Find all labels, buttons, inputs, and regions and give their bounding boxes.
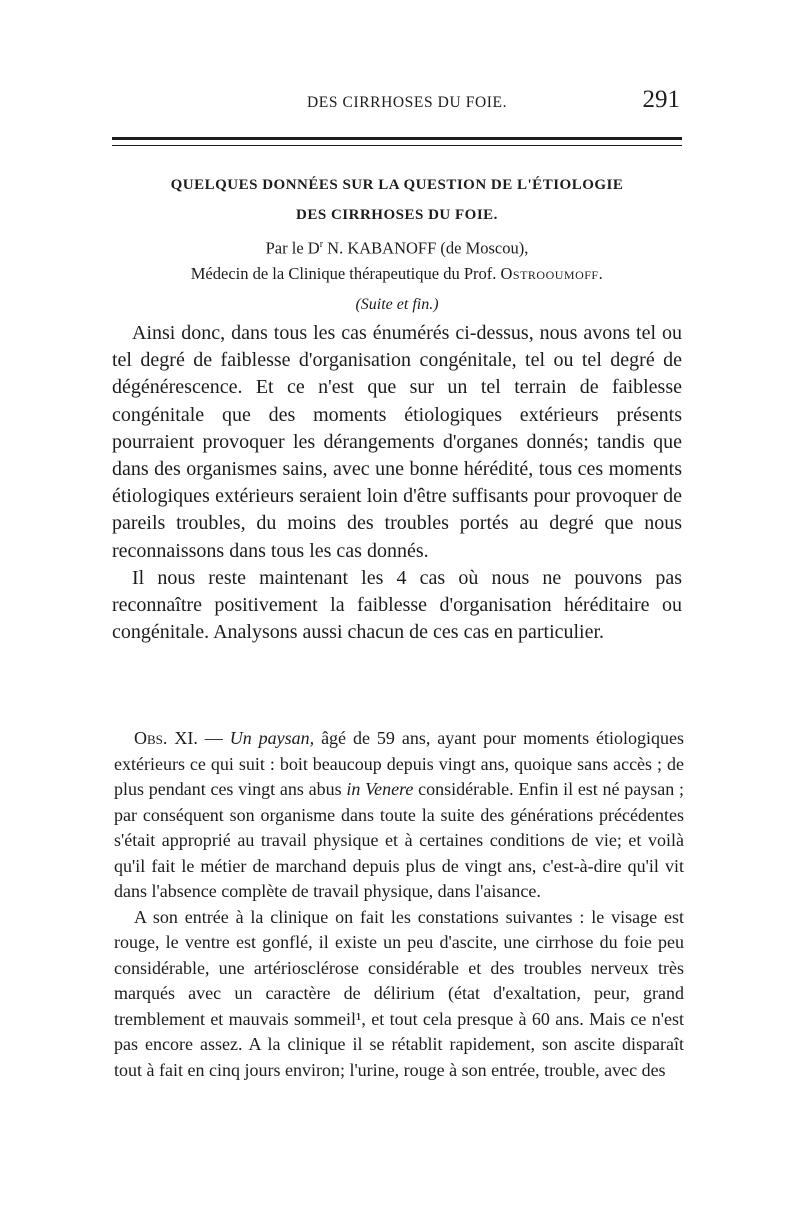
observation-latin: in Venere xyxy=(346,779,414,799)
article-heading xyxy=(112,172,682,317)
observation-dash: — xyxy=(197,728,230,748)
header-rule-thick xyxy=(112,137,682,140)
paragraph-1: Ainsi donc, dans tous les cas énumérés ci-dessus, nous avons tel ou tel degré de faiblesse d'organisation congénitale, tel ou tel degré de dégénérescence. Et ce n'est que sur un tel terrain de faiblesse congénitale que des moments étiologiques extérieurs présents pourraient provoquer les dérangements d'organes donnés; tandis que dans des organismes sains, avec une bonne hérédité, tous ces moments étiologiques extérieurs seraient loin d'être suffisants pour provoquer de pareils troubles, du moins des troubles portés au degré que nous reconnaissons dans tous les cas donnés. xyxy=(112,322,682,562)
byline-author: N. KABANOFF (de Moscou), xyxy=(323,238,529,258)
observation-text xyxy=(114,726,684,1083)
byline-prefix: Par le D xyxy=(265,238,320,258)
observation-label: Obs. XI. xyxy=(134,728,198,748)
running-head xyxy=(112,86,682,124)
observation-subject: Un paysan, xyxy=(229,728,315,748)
article-title-line1: QUELQUES DONNÉES SUR LA QUESTION DE L'ÉTIOLOGIE xyxy=(170,177,624,193)
paragraph-2: Il nous reste maintenant les 4 cas où nous ne pouvons pas reconnaître positivement la faiblesse d'organisation héréditaire ou congénitale. Analysons aussi chacun de ces cas en particulier. xyxy=(112,566,682,644)
observation-paragraph-1 xyxy=(114,726,684,905)
observation-paragraph-2: A son entrée à la clinique on fait les constations suivantes : le visage est rouge, le ventre est gonflé, il existe un peu d'ascite, une cirrhose du foie peu considérable, une artériosclérose considérable et des troubles nerveux très marqués avec un caractère de délirium (état d'exaltation, peur, grand tremblement et mauvais sommeil¹, et tout cela presque à 60 ans. Mais ce n'est pas encore assez. A la clinique il se rétablit rapidement, son ascite disparaît tout à fait en cinq jours environ; l'urine, rouge à son entrée, trouble, avec des xyxy=(114,906,684,1080)
affiliation-text: Médecin de la Clinique thérapeutique du Prof. xyxy=(190,263,501,283)
affiliation xyxy=(112,261,682,286)
observation-text-2: considérable. Enfin il est né paysan ; par conséquent son organisme dans toute la suite des générations précédentes s'était approprié au travail physique et à certaines conditions de vie; et voilà qu'il fait le métier de marchand depuis plus de vingt ans, c'est-à-dire qu'il vit dans l'absence complète de travail physique, dans l'aisance. xyxy=(114,779,684,901)
running-title: DES CIRRHOSES DU FOIE. xyxy=(306,94,508,111)
byline-sup: r xyxy=(319,239,324,250)
byline xyxy=(112,232,682,261)
continued-note: (Suite et fin.) xyxy=(355,295,439,313)
affiliation-professor: Ostrooumoff. xyxy=(500,263,604,283)
page-number: 291 xyxy=(642,86,680,113)
article-title-line2: DES CIRRHOSES DU FOIE. xyxy=(296,207,498,223)
main-text xyxy=(112,320,682,646)
header-rule-thin xyxy=(112,145,682,146)
observation-text-1: âgé de 59 ans, ayant pour moments étiologiques extérieurs ce qui suit : boit beaucoup depuis vingt ans, quoique sans accès ; de plus pendant ces vingt ans abus xyxy=(114,728,685,799)
